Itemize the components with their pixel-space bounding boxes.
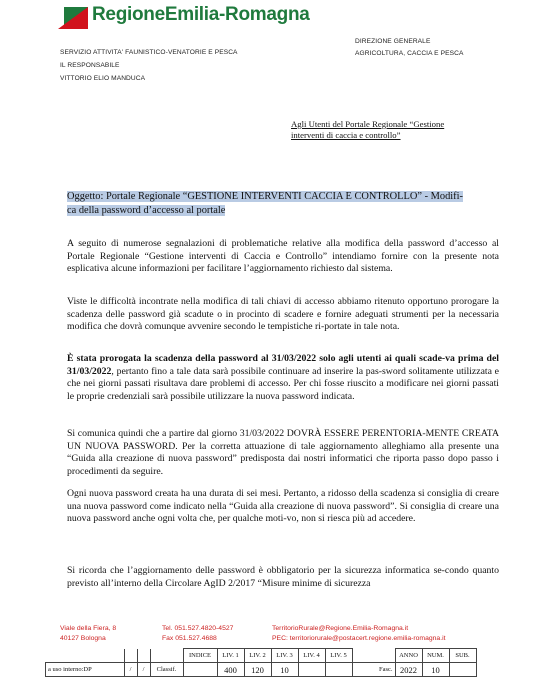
protocol-num-value: 10 — [422, 663, 449, 677]
protocol-header-indice: INDICE — [183, 649, 217, 663]
subject-line-1: Oggetto: Portale Regionale “GESTIONE INTERVENTI CACCIA E CONTROLLO” - Modifi- — [67, 191, 463, 202]
protocol-header-row — [46, 649, 477, 663]
footer-email-link[interactable]: TerritorioRurale@Regione.Emilia-Romagna.it — [272, 625, 409, 632]
protocol-liv1-value: 400 — [217, 663, 244, 677]
body-paragraph-5-text: Ogni nuova password creata ha una durata di sei mesi. Pertanto, a ridosso della scadenza si consiglia di creare una nuova password come indicato nella “Guida alla creazione di nuova password”. Si consiglia di creare una nuova password anche ogni volta che, per qualche moti-vo, non si riesca più ad accedere. — [67, 488, 499, 524]
subject-block — [67, 190, 497, 218]
footer-address — [60, 624, 116, 644]
region-logo-text: RegioneEmilia-Romagna — [92, 4, 310, 25]
subject-line-2: ca della password d’accesso al portale — [67, 205, 226, 216]
body-paragraph-6-text: Si ricorda che l’aggiornamento delle password è obbligatorio per la sicurezza informatica se-condo quanto previsto all’interno della Circolare AgID 2/2017 “Misure minime di sicurezza — [67, 565, 499, 589]
footer-tel: Tel. 051.527.4820-4527 — [162, 625, 234, 632]
protocol-header-anno: ANNO — [395, 649, 422, 663]
header-direction-line: DIREZIONE GENERALE — [355, 38, 431, 45]
header-role-line: IL RESPONSABILE — [60, 62, 120, 69]
header-department-line: AGRICOLTURA, CACCIA E PESCA — [355, 50, 464, 57]
body-paragraph-4-text: Si comunica quindi che a partire dal giorno 31/03/2022 DOVRÀ ESSERE PERENTORIA-MENTE CREATA UN NUOVA PASSWORD. Per la corretta attuazione di tale aggiornamento alleghiamo alla presente una “Guida alla creazione di nuova password” predisposta dai nostri informatici che riporta passo dopo passo i procedimenti da seguire. — [67, 428, 499, 477]
footer-address-line-2: 40127 Bologna — [60, 634, 106, 642]
protocol-header-liv2: LIV. 2 — [244, 649, 271, 663]
protocol-slash-1: / — [124, 663, 137, 677]
footer-address-line-1: Viale della Fiera, 8 — [60, 625, 117, 632]
protocol-classif-label: Classif. — [150, 663, 183, 677]
body-paragraph-3-rest: , pertanto fino a tale data sarà possibile continuare ad inserire la pas-sword solitamente utilizzata e che nei giorni passati risultava dare problemi di accesso. Per chi fosse riuscito a modificare nei giorni passati le proprie credenziali sarà possibile utilizzare la nuova password indicata. — [67, 365, 499, 402]
recipient-line-1: Agli Utenti del Portale Regionale “Gestione — [291, 119, 445, 129]
body-paragraph-5 — [67, 488, 499, 526]
body-paragraph-3-bold: È stata prorogata la scadenza della password al 31/03/2022 solo agli utenti ai quali scade-va prima del 31/03/2022 — [67, 353, 499, 377]
protocol-header-liv3: LIV. 3 — [271, 649, 298, 663]
protocol-slash-2: / — [137, 663, 150, 677]
footer-fax: Fax 051.527.4688 — [162, 634, 217, 642]
protocol-table — [45, 648, 477, 677]
recipient-line-2: interventi di caccia e controllo” — [291, 130, 401, 140]
protocol-header-num: NUM. — [422, 649, 449, 663]
footer-email-block — [272, 624, 446, 644]
body-paragraph-1 — [67, 238, 499, 276]
protocol-value-row — [46, 663, 477, 677]
body-paragraph-6 — [67, 565, 499, 590]
body-paragraph-2 — [67, 296, 499, 334]
header-service-line: SERVIZIO ATTIVITA' FAUNISTICO-VENATORIE E PESCA — [60, 49, 238, 56]
protocol-header-liv1: LIV. 1 — [217, 649, 244, 663]
protocol-liv3-value: 10 — [271, 663, 298, 677]
body-paragraph-1-text: A seguito di numerose segnalazioni di problematiche relative alla modifica della password d’accesso al Portale Regionale “Gestione interventi di Caccia e Controllo” intendiamo fornire con la presente nota esplicativa alcune informazioni per facilitare l’aggiornamento richiesto dal sistema. — [67, 238, 499, 274]
body-paragraph-2-text: Viste le difficoltà incontrate nella modifica di tali chiavi di accesso abbiamo ritenuto opportuno prorogare la scadenza delle password già scadute o in procinto di scadere e fornire adeguati strumenti per la necessaria modifica che dovrà comunque avvenire secondo le tempistiche ri-portate in tale nota. — [67, 296, 499, 332]
footer-phone — [162, 624, 233, 644]
protocol-use-label: a uso interno:DP — [46, 663, 125, 677]
protocol-header-liv5: LIV. 5 — [325, 649, 352, 663]
protocol-fasc-label: Fasc. — [352, 663, 395, 677]
body-paragraph-4 — [67, 428, 499, 478]
header-name-line: VITTORIO ELIO MANDUCA — [60, 75, 146, 82]
protocol-header-sub: SUB. — [449, 649, 476, 663]
footer-pec-link[interactable]: PEC: territoriorurale@postacert.regione.emilia-romagna.it — [272, 634, 446, 642]
body-paragraph-3 — [67, 353, 499, 403]
protocol-header-liv4: LIV. 4 — [298, 649, 325, 663]
protocol-anno-value: 2022 — [395, 663, 422, 677]
region-logo-flag-icon — [58, 7, 88, 29]
protocol-liv2-value: 120 — [244, 663, 271, 677]
